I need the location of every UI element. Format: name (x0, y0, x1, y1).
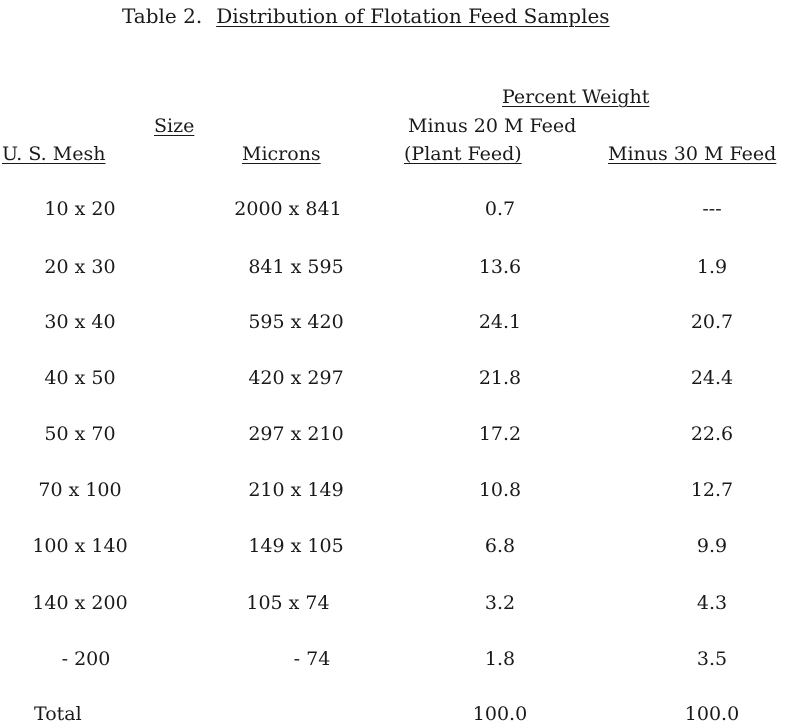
table-cell-minus20: 21.8 (478, 367, 522, 389)
table-cell-minus30: 22.6 (690, 423, 734, 445)
table-cell-mesh: 70 x 100 (38, 479, 122, 501)
table-cell-mesh: 50 x 70 (44, 423, 116, 445)
table-cell-microns: 297 x 210 (248, 423, 344, 445)
table-cell-minus30: 9.9 (696, 535, 728, 557)
table-cell-microns: 2000 x 841 (234, 198, 342, 220)
table-cell-minus30: 20.7 (690, 311, 734, 333)
table-cell-microns: 105 x 74 (246, 592, 330, 614)
table-cell-minus20: 24.1 (478, 311, 522, 333)
header-minus20-line1: Minus 20 M Feed (408, 115, 577, 137)
table-cell-minus30: --- (702, 198, 722, 220)
table-cell-minus20: 0.7 (484, 198, 516, 220)
table-cell-microns: 420 x 297 (248, 367, 344, 389)
table-cell-minus30: 1.9 (696, 256, 728, 278)
total-label: Total (34, 703, 82, 725)
table-cell-minus20: 3.2 (484, 592, 516, 614)
header-minus30: Minus 30 M Feed (608, 143, 777, 165)
table-cell-minus30: 4.3 (696, 592, 728, 614)
table-cell-microns: 210 x 149 (248, 479, 344, 501)
table-cell-minus20: 1.8 (484, 648, 516, 670)
total-minus20: 100.0 (472, 703, 528, 725)
table-cell-mesh: 30 x 40 (44, 311, 116, 333)
table-cell-minus20: 17.2 (478, 423, 522, 445)
header-size: Size (154, 115, 195, 137)
table-cell-microns: 841 x 595 (248, 256, 344, 278)
header-microns: Microns (242, 143, 321, 165)
table-cell-minus30: 24.4 (690, 367, 734, 389)
header-us-mesh: U. S. Mesh (2, 143, 106, 165)
table-cell-mesh: 140 x 200 (32, 592, 128, 614)
total-minus30: 100.0 (684, 703, 740, 725)
table-caption (122, 4, 610, 28)
table-cell-minus30: 12.7 (690, 479, 734, 501)
table-cell-mesh: 10 x 20 (44, 198, 116, 220)
table-cell-microns: 149 x 105 (248, 535, 344, 557)
table-cell-microns: 595 x 420 (248, 311, 344, 333)
header-minus20-line2: (Plant Feed) (404, 143, 522, 165)
table-cell-mesh: 20 x 30 (44, 256, 116, 278)
table-cell-minus20: 6.8 (484, 535, 516, 557)
table-cell-minus30: 3.5 (696, 648, 728, 670)
header-percent-weight: Percent Weight (502, 86, 650, 108)
caption-label: Table 2. (122, 4, 203, 28)
table-cell-mesh: - 200 (61, 648, 111, 670)
table-cell-minus20: 13.6 (478, 256, 522, 278)
table-cell-minus20: 10.8 (478, 479, 522, 501)
table-cell-microns: - 74 (293, 648, 331, 670)
caption-title: Distribution of Flotation Feed Samples (216, 4, 610, 28)
table-cell-mesh: 40 x 50 (44, 367, 116, 389)
table-cell-mesh: 100 x 140 (32, 535, 128, 557)
